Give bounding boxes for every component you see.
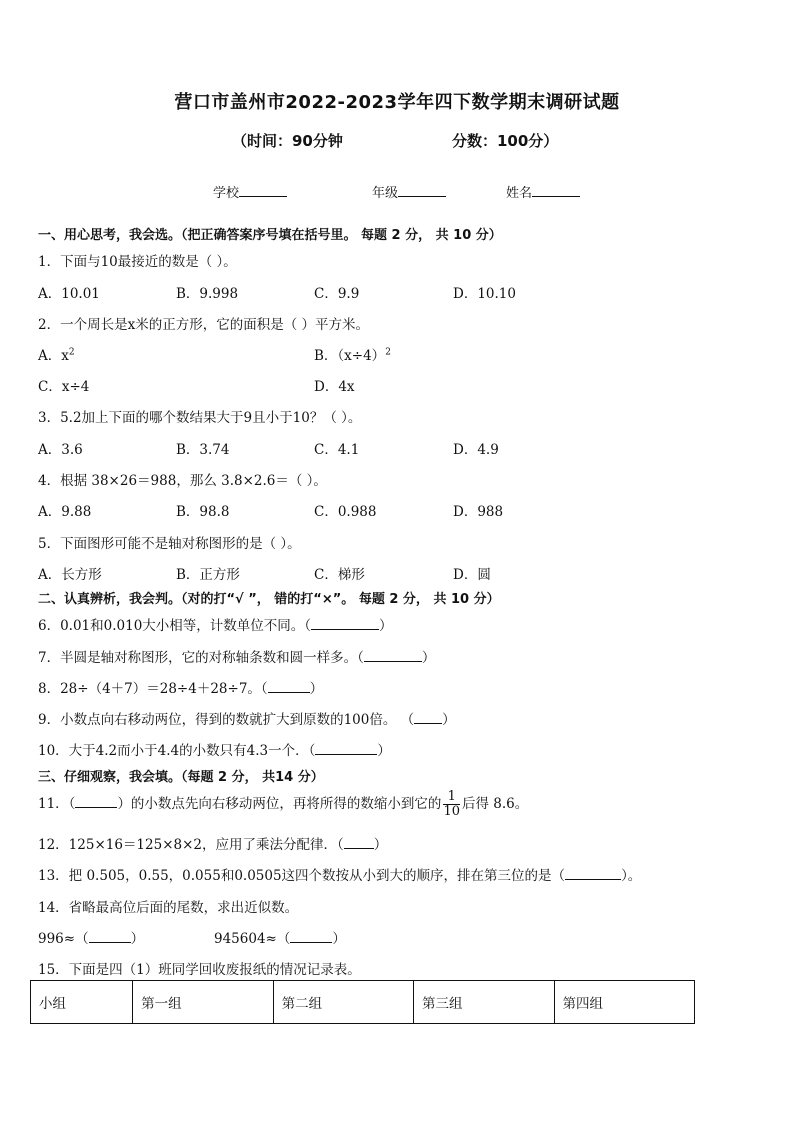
q10-text: 10．大于4.2而小于4.4的小数只有4.3一个．（ [38,743,316,759]
q14-stem: 14．省略最高位后面的尾数，求出近似数。 [38,900,299,916]
grade-label: 年级 [372,186,399,201]
q12-text: 12．125×16＝125×8×2，应用了乘法分配律．（ [38,837,344,853]
q13-close: ）。 [621,868,642,884]
table-header-cell: 第二组 [273,981,413,1024]
grade-blank[interactable] [398,184,446,197]
q9-answer-blank[interactable] [414,711,442,724]
q11-open: 11．（ [38,796,76,812]
q10-close: ） [377,743,391,759]
q3-option-b[interactable]: B．3.74 [176,442,230,458]
table-header-cell: 第三组 [414,981,554,1024]
q3-stem: 3．5.2加上下面的哪个数结果大于9且小于10？（ ）。 [38,410,362,426]
school-label: 学校 [213,186,240,201]
q2-option-a[interactable] [38,344,75,364]
q5-option-a[interactable]: A．长方形 [38,567,102,583]
q3-option-a[interactable]: A．3.6 [38,442,83,458]
q2-option-c[interactable]: C．x÷4 [38,379,90,395]
q5-stem: 5．下面图形可能不是轴对称图形的是（ ）。 [38,536,301,552]
q12 [38,833,387,853]
q4-option-b[interactable]: B．98.8 [176,504,230,520]
q10 [38,739,391,759]
q7-answer-blank[interactable] [364,649,422,662]
section-1-heading: 一、用心思考，我会选。（把正确答案序号填在括号里。 每题 2 分， 共 10 分） [38,228,502,243]
q14a-text: 996≈（ [38,931,89,947]
q11-middle-text: ）的小数点先向右移动两位，再将所得的数缩小到它的 [117,796,442,812]
table-header-cell: 第四组 [554,981,695,1024]
q7-text: 7．半圆是轴对称图形，它的对称轴条数和圆一样多。（ [38,650,364,666]
q6-answer-blank[interactable] [311,617,379,630]
q11 [38,787,528,821]
q2-option-d[interactable]: D．4x [314,379,355,395]
table-header-row [31,981,695,1024]
q11-answer-blank[interactable] [75,795,117,808]
fraction-numerator: 1 [443,790,460,805]
q1-stem: 1．下面与10最接近的数是（ ）。 [38,254,237,270]
q15-stem: 15．下面是四（1）班同学回收废报纸的情况记录表。 [38,962,361,978]
q5-option-c[interactable]: C．梯形 [314,567,365,583]
q4-stem: 4．根据 38×26＝988，那么 3.8×2.6＝（ ）。 [38,473,327,489]
recycling-record-table [30,980,695,1024]
exam-score: 分数：100分） [452,132,559,150]
school-field [213,182,287,201]
q6-text: 6．0.01和0.010大小相等，计数单位不同。（ [38,618,312,634]
q4-option-c[interactable]: C．0.988 [314,504,377,520]
q9-close: ） [442,712,456,728]
q7-close: ） [421,650,436,666]
q6-close: ） [379,618,393,634]
q5-option-d[interactable]: D．圆 [453,567,491,583]
grade-field [372,182,446,201]
q13-text: 13．把 0.505，0.55，0.055和0.0505这四个数按从小到大的顺序，排在第三位的是（ [38,868,566,884]
q7 [38,646,435,666]
q2-option-b-sup: 2 [385,347,391,358]
table-header-cell: 小组 [31,981,133,1024]
q4-option-a[interactable]: A．9.88 [38,504,92,520]
page-title: 营口市盖州市2022-2023学年四下数学期末调研试题 [174,92,620,113]
q2-option-b[interactable] [314,344,391,364]
q12-answer-blank[interactable] [344,836,374,849]
q2-option-a-text: A．x [38,348,69,364]
q3-option-d[interactable]: D．4.9 [453,442,499,458]
q14-part-a [38,927,144,947]
section-3-heading: 三、仔细观察，我会填。（每题 2 分， 共14 分） [38,770,324,785]
q14-part-b [214,927,346,947]
q8 [38,677,323,697]
section-2-heading: 二、认真辨析，我会判。（对的打“√ ”， 错的打“×”。 每题 2 分， 共 10 分） [38,592,500,607]
q1-option-c[interactable]: C．9.9 [314,286,360,302]
q2-option-a-sup: 2 [68,347,75,358]
school-blank[interactable] [239,184,287,197]
q13 [38,864,641,884]
q9 [38,708,456,728]
exam-time: （时间：90分钟 [232,132,343,150]
name-field [506,182,580,201]
q14b-answer-blank[interactable] [290,930,332,943]
q1-option-d[interactable]: D．10.10 [453,286,516,302]
q8-text: 8．28÷（4＋7）＝28÷4＋28÷7。（ [38,681,268,697]
q11-end-text: 后得 8.6。 [461,796,529,812]
q12-close: ） [373,837,388,853]
name-label: 姓名 [506,186,533,201]
name-blank[interactable] [532,184,580,197]
q14a-close: ） [130,931,145,947]
q1-option-b[interactable]: B．9.998 [176,286,239,302]
q2-stem: 2．一个周长是x米的正方形，它的面积是（ ）平方米。 [38,317,369,333]
q3-option-c[interactable]: C．4.1 [314,442,360,458]
q13-answer-blank[interactable] [565,867,621,880]
q8-close: ） [309,681,324,697]
q1-option-a[interactable]: A．10.01 [38,286,100,302]
one-tenth-fraction [443,790,460,819]
q8-answer-blank[interactable] [268,680,310,693]
table-header-cell: 第一组 [133,981,273,1024]
q6 [38,614,393,634]
q5-option-b[interactable]: B．正方形 [176,567,240,583]
q14b-text: 945604≈（ [214,931,291,947]
q14a-answer-blank[interactable] [89,930,131,943]
q10-answer-blank[interactable] [315,742,377,755]
q9-text: 9．小数点向右移动两位，得到的数就扩大到原数的100倍。 （ [38,712,415,728]
q14b-close: ） [332,931,346,947]
fraction-denominator: 10 [443,804,460,819]
q2-option-b-text: B．（x÷4） [314,348,386,364]
q4-option-d[interactable]: D．988 [453,504,504,520]
